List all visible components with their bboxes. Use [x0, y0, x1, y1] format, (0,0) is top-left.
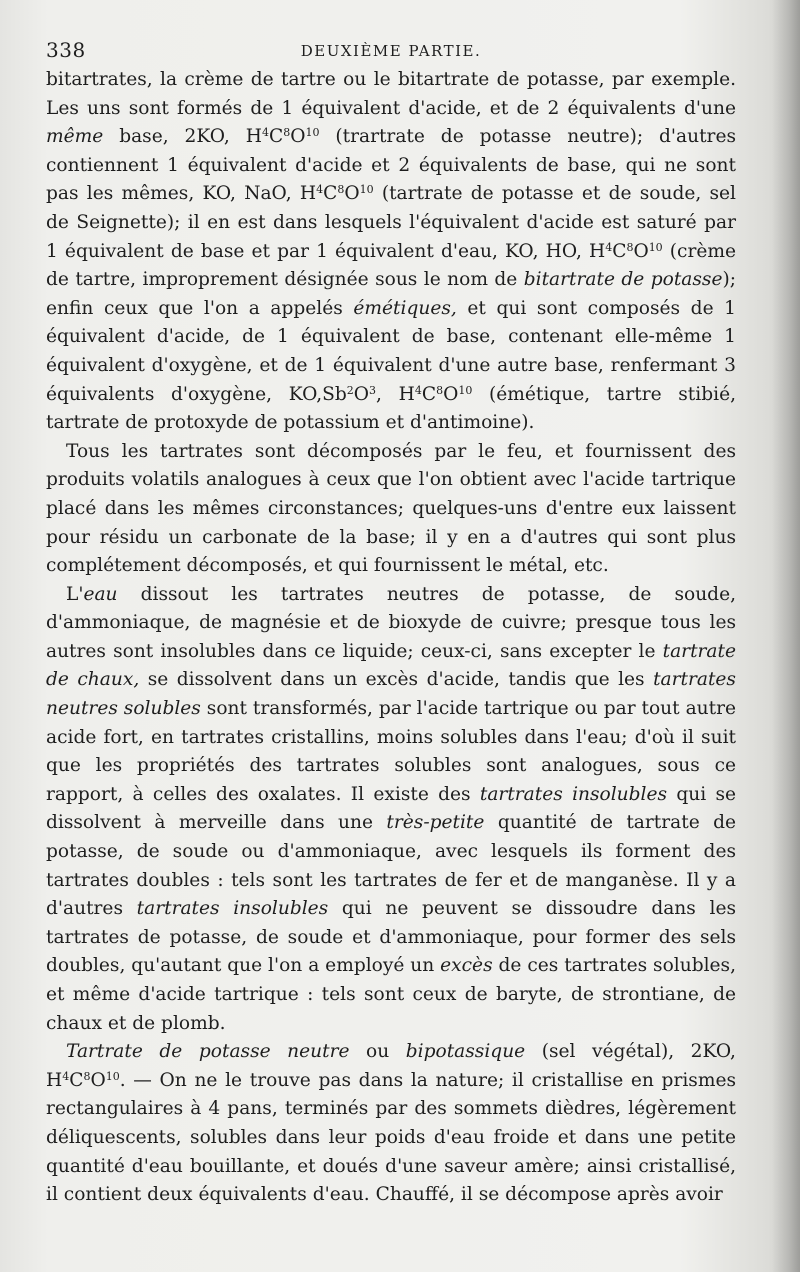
text-run: O [344, 183, 360, 205]
text-run: O [290, 126, 306, 148]
text-run: (émétique, tartre stibié, tartrate de protoxyde de potassium et d'antimoine). [46, 383, 736, 434]
superscript: 8 [83, 1069, 91, 1083]
superscript: 4 [316, 183, 324, 197]
text-run: (sel végétal), 2KO, H [46, 1041, 736, 1091]
text-run: se dissolvent dans un excès d'acide, tandis que les [139, 669, 654, 691]
text-run: ); enfin ceux que l'on a appelés [46, 269, 736, 319]
text-run: , H [376, 383, 415, 405]
page-edge-shadow [772, 0, 800, 1272]
superscript: 3 [369, 383, 377, 397]
text-run: qui ne peuvent se dissoudre dans les tartrates de potasse, de soude et d'ammoniaque, pour former des sels doubles, qu'autant que l'on a employé un [46, 898, 736, 977]
superscript: 8 [626, 240, 634, 254]
text-run: O [633, 240, 649, 262]
body-text [46, 66, 736, 1210]
text-run: O [353, 383, 370, 405]
italic-text: même [46, 126, 104, 148]
superscript: 10 [105, 1069, 120, 1083]
running-head: DEUXIÈME PARTIE. [300, 42, 482, 60]
text-run: C [421, 383, 437, 405]
italic-text: eau [83, 583, 118, 605]
text-run: C [69, 1069, 84, 1091]
italic-text: tartrate de chaux, [46, 640, 736, 691]
text-run: quantité de tartrate de potasse, de soude ou d'ammoniaque, avec lesquels ils forment des tartrates doubles : tels sont les tartrates de fer et de manganèse. Il y a d'autres [46, 812, 736, 920]
text-run: Tous les tartrates sont décomposés par le feu, et fournissent des produits volatils analogues à ceux que l'on obtient avec l'acide tartrique placé dans les mêmes circonstances; quelques-uns d'entre eux laissent pour résidu un carbonate de la base; il y en a d'autres qui sont plus complétement décomposés, et qui fournissent le métal, etc. [46, 440, 736, 577]
superscript: 4 [62, 1069, 70, 1083]
superscript: 8 [436, 383, 444, 397]
text-run: base, 2KO, H [103, 126, 262, 148]
page-header [46, 38, 736, 68]
text-run: dissout les tartrates neutres de potasse, de soude, d'ammoniaque, de magnésie et de bioxyde de cuivre; presque tous les autres sont insolubles dans ce liquide; ceux-ci, sans excepter le [46, 583, 736, 662]
page-number: 338 [46, 38, 86, 62]
text-run: (trartrate de potasse neutre); d'autres contiennent 1 équivalent d'acide et 2 équivalents de base, qui ne sont pas les mêmes, KO, NaO, H [46, 126, 736, 205]
italic-text: Tartrate de potasse neutre [66, 1041, 350, 1063]
text-run: C [323, 183, 338, 205]
text-run: sont transformés, par l'acide tartrique ou par tout autre acide fort, en tartrates cristallins, moins solubles dans l'eau; d'où il suit que les propriétés des tartrates solubles sont analogues, sous ce rapport, à celles des oxalates. Il existe des [46, 698, 736, 805]
text-run: L' [66, 583, 84, 605]
superscript: 2 [346, 383, 354, 397]
superscript: 8 [337, 183, 345, 197]
italic-text: émétiques, [353, 297, 457, 319]
paragraph [46, 581, 736, 1039]
superscript: 10 [458, 383, 473, 397]
text-run: O [90, 1069, 106, 1091]
superscript: 10 [648, 240, 663, 254]
text-run: C [612, 240, 627, 262]
text-run: et qui sont composés de 1 équivalent d'acide, de 1 équivalent de base, contenant elle-même 1 équivalent d'oxygène, et de 1 équivalent d'une autre base, renfermant 3 équivalents d'oxygène, KO,Sb [46, 297, 737, 405]
italic-text: bipotassique [405, 1041, 526, 1063]
text-run: de ces tartrates solubles, et même d'acide tartrique : tels sont ceux de baryte, de strontiane, de chaux et de plomb. [46, 955, 736, 1034]
text-run: bitartrates, la crème de tartre ou le bitartrate de potasse, par exemple. Les uns sont formés de 1 équivalent d'acide, et de 2 équivalents d'une [46, 69, 736, 119]
italic-text: très-petite [386, 812, 485, 834]
italic-text: bitartrate de potasse [523, 269, 723, 291]
italic-text: tartrates neutres solubles [46, 669, 736, 720]
text-run: (crème de tartre, improprement désignée sous le nom de [46, 240, 736, 291]
superscript: 10 [359, 183, 374, 197]
text-run: (tartrate de potasse et de soude, sel de Seignette); il en est dans lesquels l'équivalent d'acide est saturé par 1 équivalent de base et par 1 équivalent d'eau, KO, HO, H [46, 183, 737, 262]
text-run: qui se dissolvent à merveille dans une [46, 783, 737, 834]
italic-text: excès [440, 955, 493, 977]
paragraph [46, 438, 736, 581]
superscript: 4 [261, 126, 269, 140]
text-run: C [268, 126, 284, 148]
superscript: 4 [414, 383, 422, 397]
superscript: 8 [283, 126, 291, 140]
text-run: . — On ne le trouve pas dans la nature; il cristallise en prismes rectangulaires à 4 pans, terminés par des sommets dièdres, légèrement déliquescents, solubles dans leur poids d'eau froide et dans une petite quantité d'eau bouillante, et doués d'une saveur amère; ainsi cristallisé, il contient deux équivalents d'eau. Chauffé, il se décompose après avoir [46, 1069, 736, 1206]
superscript: 4 [605, 240, 613, 254]
italic-text: tartrates insolubles [479, 783, 668, 805]
text-run: O [443, 383, 459, 405]
italic-text: tartrates insolubles [136, 898, 329, 920]
paragraph [46, 66, 736, 438]
text-run: ou [349, 1041, 406, 1063]
paragraph [46, 1038, 736, 1210]
superscript: 10 [305, 126, 320, 140]
